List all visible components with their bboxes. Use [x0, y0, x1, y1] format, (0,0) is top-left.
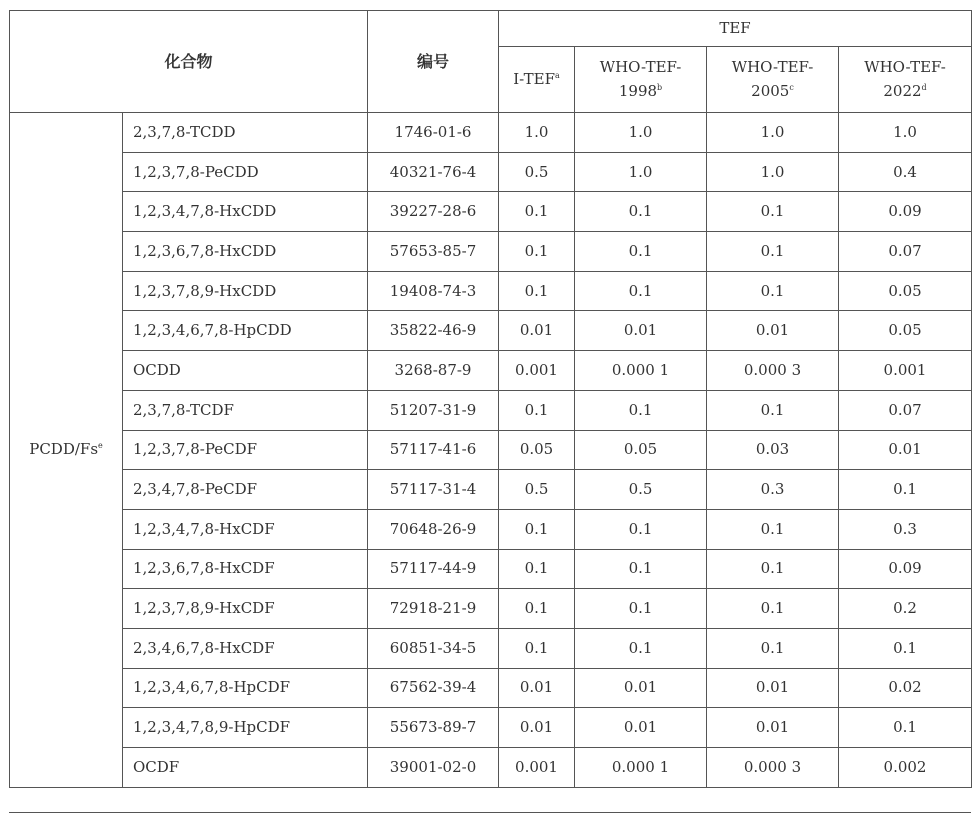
who-tef-1998-cell: 0.1 — [575, 390, 707, 430]
i-tef-cell: 1.0 — [499, 113, 575, 153]
who-tef-2005-cell: 0.1 — [707, 192, 839, 232]
table-row — [10, 708, 972, 748]
who-tef-2022-cell: 0.1 — [839, 628, 972, 668]
who-tef-1998-cell: 0.5 — [575, 470, 707, 510]
who-tef-1998-cell: 0.000 1 — [575, 351, 707, 391]
table-row — [10, 113, 972, 153]
who-tef-2022-cell: 0.3 — [839, 509, 972, 549]
who-tef-1998-cell: 0.1 — [575, 509, 707, 549]
who-tef-2005-cell: 0.3 — [707, 470, 839, 510]
i-tef-cell: 0.001 — [499, 351, 575, 391]
who-tef-1998-cell: 0.1 — [575, 232, 707, 272]
cas-cell: 3268-87-9 — [368, 351, 499, 391]
who-tef-2005-cell: 0.1 — [707, 628, 839, 668]
i-tef-cell: 0.01 — [499, 311, 575, 351]
compound-name-cell: 1,2,3,6,7,8-HxCDF — [123, 549, 368, 589]
who-tef-1998-cell: 0.1 — [575, 549, 707, 589]
cas-cell: 72918-21-9 — [368, 589, 499, 629]
who-tef-2022-cell: 0.1 — [839, 708, 972, 748]
cas-cell: 55673-89-7 — [368, 708, 499, 748]
table-row — [10, 549, 972, 589]
who-tef-1998-header: WHO-TEF- 1998$^b$ — [575, 47, 707, 113]
i-tef-cell: 0.1 — [499, 628, 575, 668]
cas-cell: 60851-34-5 — [368, 628, 499, 668]
who-tef-1998-cell: 0.1 — [575, 192, 707, 232]
who-tef-2005-cell: 0.1 — [707, 271, 839, 311]
who-tef-1998-cell: 1.0 — [575, 152, 707, 192]
i-tef-cell: 0.1 — [499, 589, 575, 629]
who-tef-2022-cell: 0.05 — [839, 311, 972, 351]
who-tef-2022-cell: 0.4 — [839, 152, 972, 192]
who-tef-2022-header: WHO-TEF- 2022$^d$ — [839, 47, 972, 113]
i-tef-cell: 0.5 — [499, 470, 575, 510]
who-tef-2005-cell: 0.1 — [707, 589, 839, 629]
i-tef-cell: 0.01 — [499, 708, 575, 748]
i-tef-cell: 0.1 — [499, 271, 575, 311]
compound-name-cell: OCDD — [123, 351, 368, 391]
who-tef-2022-cell: 0.09 — [839, 549, 972, 589]
cas-cell: 57117-31-4 — [368, 470, 499, 510]
table-row — [10, 192, 972, 232]
table-row — [10, 628, 972, 668]
cas-cell: 40321-76-4 — [368, 152, 499, 192]
i-tef-cell: 0.01 — [499, 668, 575, 708]
compound-name-cell: 1,2,3,4,6,7,8-HpCDD — [123, 311, 368, 351]
table-row — [10, 390, 972, 430]
compound-name-cell: 1,2,3,7,8-PeCDF — [123, 430, 368, 470]
who-tef-2022-cell: 0.09 — [839, 192, 972, 232]
who-tef-2022-cell: 0.2 — [839, 589, 972, 629]
who-tef-1998-cell: 0.1 — [575, 589, 707, 629]
who-tef-1998-cell: 0.01 — [575, 311, 707, 351]
who-tef-2005-cell: 1.0 — [707, 113, 839, 153]
who-tef-2005-cell: 0.1 — [707, 390, 839, 430]
cas-cell: 39001-02-0 — [368, 748, 499, 788]
compound-name-cell: 2,3,7,8-TCDF — [123, 390, 368, 430]
table-row — [10, 668, 972, 708]
cas-cell: 57117-44-9 — [368, 549, 499, 589]
table-bottom-rule — [9, 812, 971, 813]
compound-name-cell: 2,3,7,8-TCDD — [123, 113, 368, 153]
who-tef-2005-cell: 1.0 — [707, 152, 839, 192]
who-tef-1998-cell: 0.1 — [575, 628, 707, 668]
table-row — [10, 232, 972, 272]
table-row — [10, 152, 972, 192]
i-tef-header: I-TEF$^a$ — [499, 47, 575, 113]
i-tef-cell: 0.1 — [499, 509, 575, 549]
who-tef-2022-cell: 0.002 — [839, 748, 972, 788]
i-tef-cell: 0.001 — [499, 748, 575, 788]
compound-name-cell: 1,2,3,7,8-PeCDD — [123, 152, 368, 192]
who-tef-2022-cell: 0.07 — [839, 390, 972, 430]
who-tef-2022-cell: 0.07 — [839, 232, 972, 272]
who-tef-2005-cell: 0.000 3 — [707, 748, 839, 788]
who-tef-2005-cell: 0.01 — [707, 708, 839, 748]
who-tef-2022-cell: 1.0 — [839, 113, 972, 153]
who-tef-1998-cell: 1.0 — [575, 113, 707, 153]
compound-name-cell: OCDF — [123, 748, 368, 788]
cas-header: 编号 — [368, 11, 499, 113]
who-tef-1998-cell: 0.01 — [575, 668, 707, 708]
cas-cell: 70648-26-9 — [368, 509, 499, 549]
i-tef-cell: 0.1 — [499, 232, 575, 272]
who-tef-2005-cell: 0.000 3 — [707, 351, 839, 391]
cas-cell: 35822-46-9 — [368, 311, 499, 351]
who-tef-2005-cell: 0.03 — [707, 430, 839, 470]
who-tef-2005-header: WHO-TEF- 2005$^c$ — [707, 47, 839, 113]
cas-cell: 67562-39-4 — [368, 668, 499, 708]
compound-name-cell: 1,2,3,6,7,8-HxCDD — [123, 232, 368, 272]
who-tef-2005-cell: 0.1 — [707, 509, 839, 549]
table-row — [10, 748, 972, 788]
who-tef-1998-cell: 0.1 — [575, 271, 707, 311]
compound-name-cell: 1,2,3,4,7,8,9-HpCDF — [123, 708, 368, 748]
who-tef-2005-cell: 0.1 — [707, 549, 839, 589]
who-tef-2022-cell: 0.02 — [839, 668, 972, 708]
i-tef-cell: 0.1 — [499, 549, 575, 589]
who-tef-1998-cell: 0.000 1 — [575, 748, 707, 788]
cas-cell: 57117-41-6 — [368, 430, 499, 470]
cas-cell: 51207-31-9 — [368, 390, 499, 430]
i-tef-cell: 0.1 — [499, 390, 575, 430]
compound-name-cell: 1,2,3,4,6,7,8-HpCDF — [123, 668, 368, 708]
table-row — [10, 509, 972, 549]
tef-header: TEF — [499, 11, 972, 47]
i-tef-cell: 0.5 — [499, 152, 575, 192]
who-tef-2005-cell: 0.01 — [707, 311, 839, 351]
compound-name-cell: 1,2,3,4,7,8-HxCDD — [123, 192, 368, 232]
compound-name-cell: 1,2,3,7,8,9-HxCDF — [123, 589, 368, 629]
compound-name-cell: 1,2,3,4,7,8-HxCDF — [123, 509, 368, 549]
compound-header: 化合物 — [10, 11, 368, 113]
table-row — [10, 430, 972, 470]
i-tef-cell: 0.1 — [499, 192, 575, 232]
cas-cell: 1746-01-6 — [368, 113, 499, 153]
cas-cell: 57653-85-7 — [368, 232, 499, 272]
tef-table — [9, 10, 972, 788]
who-tef-1998-cell: 0.05 — [575, 430, 707, 470]
who-tef-2005-cell: 0.1 — [707, 232, 839, 272]
cas-cell: 19408-74-3 — [368, 271, 499, 311]
i-tef-cell: 0.05 — [499, 430, 575, 470]
cas-cell: 39227-28-6 — [368, 192, 499, 232]
who-tef-2022-cell: 0.01 — [839, 430, 972, 470]
table-row — [10, 271, 972, 311]
group-label: PCDD/Fs$^e$ — [10, 113, 123, 788]
who-tef-1998-cell: 0.01 — [575, 708, 707, 748]
compound-name-cell: 1,2,3,7,8,9-HxCDD — [123, 271, 368, 311]
table-row — [10, 470, 972, 510]
compound-name-cell: 2,3,4,6,7,8-HxCDF — [123, 628, 368, 668]
who-tef-2022-cell: 0.001 — [839, 351, 972, 391]
table-row — [10, 351, 972, 391]
table-row — [10, 311, 972, 351]
who-tef-2022-cell: 0.1 — [839, 470, 972, 510]
who-tef-2022-cell: 0.05 — [839, 271, 972, 311]
compound-name-cell: 2,3,4,7,8-PeCDF — [123, 470, 368, 510]
table-row — [10, 589, 972, 629]
who-tef-2005-cell: 0.01 — [707, 668, 839, 708]
